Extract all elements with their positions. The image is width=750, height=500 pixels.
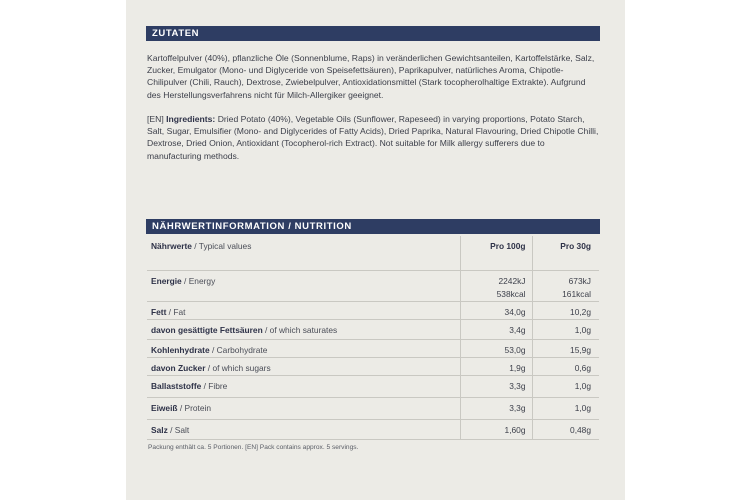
table-row: Fett / Fat 34,0g 10,2g <box>147 301 599 319</box>
table-row: Eiweiß / Protein 3,3g 1,0g <box>147 397 599 419</box>
table-row: davon gesättigte Fettsäuren / of which saturates 3,4g 1,0g <box>147 319 599 339</box>
col-label-en: / Typical values <box>191 241 252 251</box>
en-ingredients-label: Ingredients: <box>166 114 216 124</box>
table-row: Ballaststoffe / Fibre 3,3g 1,0g <box>147 375 599 397</box>
nutrition-table <box>147 236 599 440</box>
table-row: Salz / Salt 1,60g 0,48g <box>147 419 599 439</box>
ingredients-de-text: Kartoffelpulver (40%), pflanzliche Öle (Sonnenblume, Raps) in veränderlichen Gewichtsanteilen, Kartoffelstärke, Salz, Zucker, Emulgator (Mono- und Diglyceride von Speisefettsäuren), Paprikapulver, natürliches Aroma, Chipotle-Chilipulver (Chili, Rauch), Dextrose, Zwiebelpulver, Antioxidationsmittel (Stark tocopherolhaltige Extrakte). Aufgrund des Herstellungsverfahrens nicht für Milch-Allergiker geeignet. <box>147 53 595 100</box>
en-ingredients-body: Dried Potato (40%), Vegetable Oils (Sunflower, Rapeseed) in varying proportions, Potato Starch, Salt, Sugar, Emulsifier (Mono- and Diglycerides of Fatty Acids), Dried Paprika, Natural Flavouring, Dried Chipotle Chilli, Dextrose, Dried Onion, Antioxidant (Tocopherol-rich Extract). Not suitable for Milk allergy sufferers due to manufacturing methods. <box>147 114 599 161</box>
col-per30: Pro 30g <box>560 241 591 251</box>
table-row: Kohlenhydrate / Carbohydrate 53,0g 15,9g <box>147 339 599 357</box>
nutrition-header: NÄHRWERTINFORMATION / NUTRITION <box>146 219 600 234</box>
col-per100: Pro 100g <box>490 241 526 251</box>
table-row: Energie / Energy 2242kJ 538kcal 673kJ 161kcal <box>147 270 599 301</box>
table-header-row <box>147 236 599 270</box>
ingredients-en-text <box>147 113 599 162</box>
servings-footnote: Packung enthält ca. 5 Portionen. [EN] Pack contains approx. 5 servings. <box>148 444 359 451</box>
col-label-de: Nährwerte <box>151 241 192 251</box>
ingredients-header: ZUTATEN <box>146 26 600 41</box>
table-row: davon Zucker / of which sugars 1,9g 0,6g <box>147 357 599 375</box>
en-prefix: [EN] <box>147 114 164 124</box>
